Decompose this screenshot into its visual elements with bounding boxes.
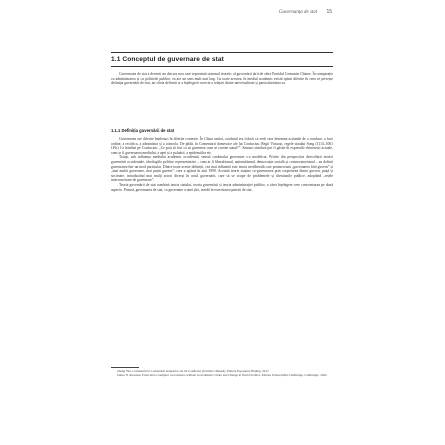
page-header (110, 9, 332, 15)
footnote-1: Zhang Yan, Comentarii la Comentarii domestice ale lui Confucius (în limba chineză), Editura Poporului, Beijing, 2017. (117, 369, 270, 373)
running-title: Guvernanța de stat (278, 10, 318, 15)
body-paragraph-1: Guvernarea are diferite înțelesuri în diferite contexte. În China antică, cuvântul era folosit ca verb care desemna acțiunile de a conduce, a face ordine, a rectifica, a administra și a controla. De pildă, în Comentarii domestice ale lui Confucius: Regii Virtuoși, regele statului Song (1114–1061 î.Hr.) l-a întrebat pe Confucius: „Ce poți să faci ca să guvernez cum se cuvine statul?”. Sensuri similare pot fi găsite în expresiile chinezești actuale, cum ar fi guvernarea mediului, a apei și a poluării, a epidemiilor etc. (111, 137, 333, 155)
section-intro (111, 72, 333, 86)
intro-paragraph: Guvernarea de stat a devenit un discurs nou care reprezintă sistemul teoretic al guvernării țării de către Partidul Comunist Chinez. În comparație cu administrarea și cu politicile publice, ea are un sens mult mai larg. Cu toate acestea, în mediul academic există opinii diferite în ceea ce privește definiția guvernării de stat, iar cheia definirii și a înțelegerii corecte a relației dintre universalitate și particularitatea sa. (111, 72, 333, 86)
subsection-body (111, 137, 333, 192)
section-rule-bottom (111, 66, 333, 67)
section-title: 1.1 Conceptul de guvernare de stat (111, 56, 224, 63)
footnote-2: James N. Rosenau, Ernst-Otto Czempiel, Governance without Government: Order and Change in World Politics, Editura Universității Cambridge, Cambridge, 1992. (117, 373, 328, 378)
footnotes (111, 369, 333, 377)
section-rule-top (111, 52, 333, 53)
body-paragraph-2: Totuși, sub influența mediului academic occidental, sensul cuvântului guvernare s-a modificat. Privite din perspectiva dezvoltării teoriei guvernării occidentale, ideologiile politice reprezentative – cum ar fi liberalismul, naționalismul, democrația socială și conservatorismul – au definit guvernarea într-un mod particular. Dintre toate aceste definiții, cea mai influentă este teoria neoliberală care promovează „guvernarea fără guvern” și „mai multă guvernare, mai puțin guvern”, care a apărut în anii 1990. Această teorie susține co-guvernarea prin cooperarea dintre guvern, piață și societate, introducând mai mulți actori diverși în actul guvernării, care să se ocupe de problemele și chestiunile publice, adoptând „rețele interconectate de guvernare”. (111, 155, 333, 183)
subsection-title: 1.1.1 Definiția guvernării de stat (111, 128, 175, 133)
body-paragraph-3: Teoria guvernării de stat combină teoria statului, teoria guvernării și teoria administrației publice, a cărei înțelegere cere concentrarea pe două aspecte. Primul, guvernarea de stat, ca guvernare a unei țări, rezidă în exercitarea puterii de stat. (111, 182, 333, 192)
footnote-rule (111, 367, 139, 368)
page-number: 15 (326, 9, 332, 15)
